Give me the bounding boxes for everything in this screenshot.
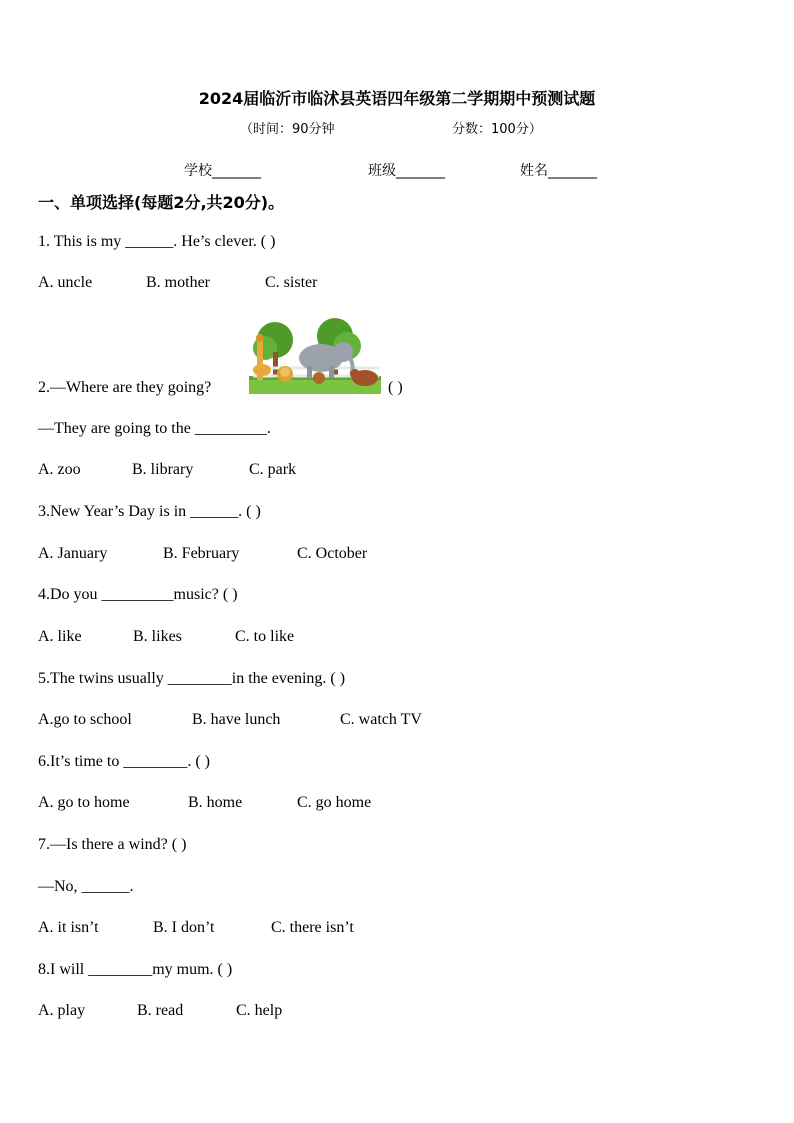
question-6-stem: 6.It’s time to ________. ( ) xyxy=(38,753,210,770)
option-a: A. go to home xyxy=(38,794,130,811)
option-a: A.go to school xyxy=(38,711,132,728)
option-c: C. October xyxy=(297,545,368,562)
page-title: 2024届临沂市临沭县英语四年级第二学期期中预测试题 xyxy=(198,89,596,108)
option-c: C. there isn’t xyxy=(271,919,354,936)
question-3-stem: 3.New Year’s Day is in ______. ( ) xyxy=(38,503,261,520)
option-b: B. have lunch xyxy=(192,711,281,728)
school-field: 学校_______ xyxy=(184,163,261,179)
question-8-stem: 8.I will ________my mum. ( ) xyxy=(38,961,233,978)
question-2-reply: —They are going to the _________. xyxy=(38,420,271,437)
question-2-answer-bracket: ( ) xyxy=(388,379,403,396)
option-a: A. uncle xyxy=(38,274,93,291)
question-4-stem: 4.Do you _________music? ( ) xyxy=(38,586,238,603)
exam-time: （时间：90分钟 xyxy=(240,122,335,137)
option-a: A. January xyxy=(38,545,108,562)
option-b: B. read xyxy=(137,1002,184,1019)
option-c: C. to like xyxy=(235,628,295,645)
option-a: A. zoo xyxy=(38,461,81,478)
option-c: C. watch TV xyxy=(340,711,422,728)
option-b: B. home xyxy=(188,794,243,811)
class-field: 班级_______ xyxy=(368,163,445,179)
option-a: A. like xyxy=(38,628,82,645)
option-b: B. February xyxy=(163,545,240,562)
option-b: B. mother xyxy=(146,274,210,291)
option-a: A. it isn’t xyxy=(38,919,99,936)
option-c: C. help xyxy=(236,1002,283,1019)
option-b: B. library xyxy=(132,461,194,478)
exam-score: 分数：100分） xyxy=(452,122,542,137)
option-b: B. likes xyxy=(133,628,182,645)
zoo-picture-icon xyxy=(247,318,383,396)
option-c: C. go home xyxy=(297,794,372,811)
name-field: 姓名_______ xyxy=(520,163,597,179)
question-2-stem: 2.—Where are they going? xyxy=(38,379,212,396)
section-heading: 一、单项选择(每题2分,共20分)。 xyxy=(38,193,285,212)
question-7-reply: —No, ______. xyxy=(38,878,134,895)
option-b: B. I don’t xyxy=(153,919,215,936)
question-7-stem: 7.—Is there a wind? ( ) xyxy=(38,836,187,853)
question-5-stem: 5.The twins usually ________in the evening. ( ) xyxy=(38,670,346,687)
option-c: C. park xyxy=(249,461,297,478)
option-a: A. play xyxy=(38,1002,86,1019)
option-c: C. sister xyxy=(265,274,318,291)
question-1-stem: 1. This is my ______. He’s clever. ( ) xyxy=(38,233,276,250)
